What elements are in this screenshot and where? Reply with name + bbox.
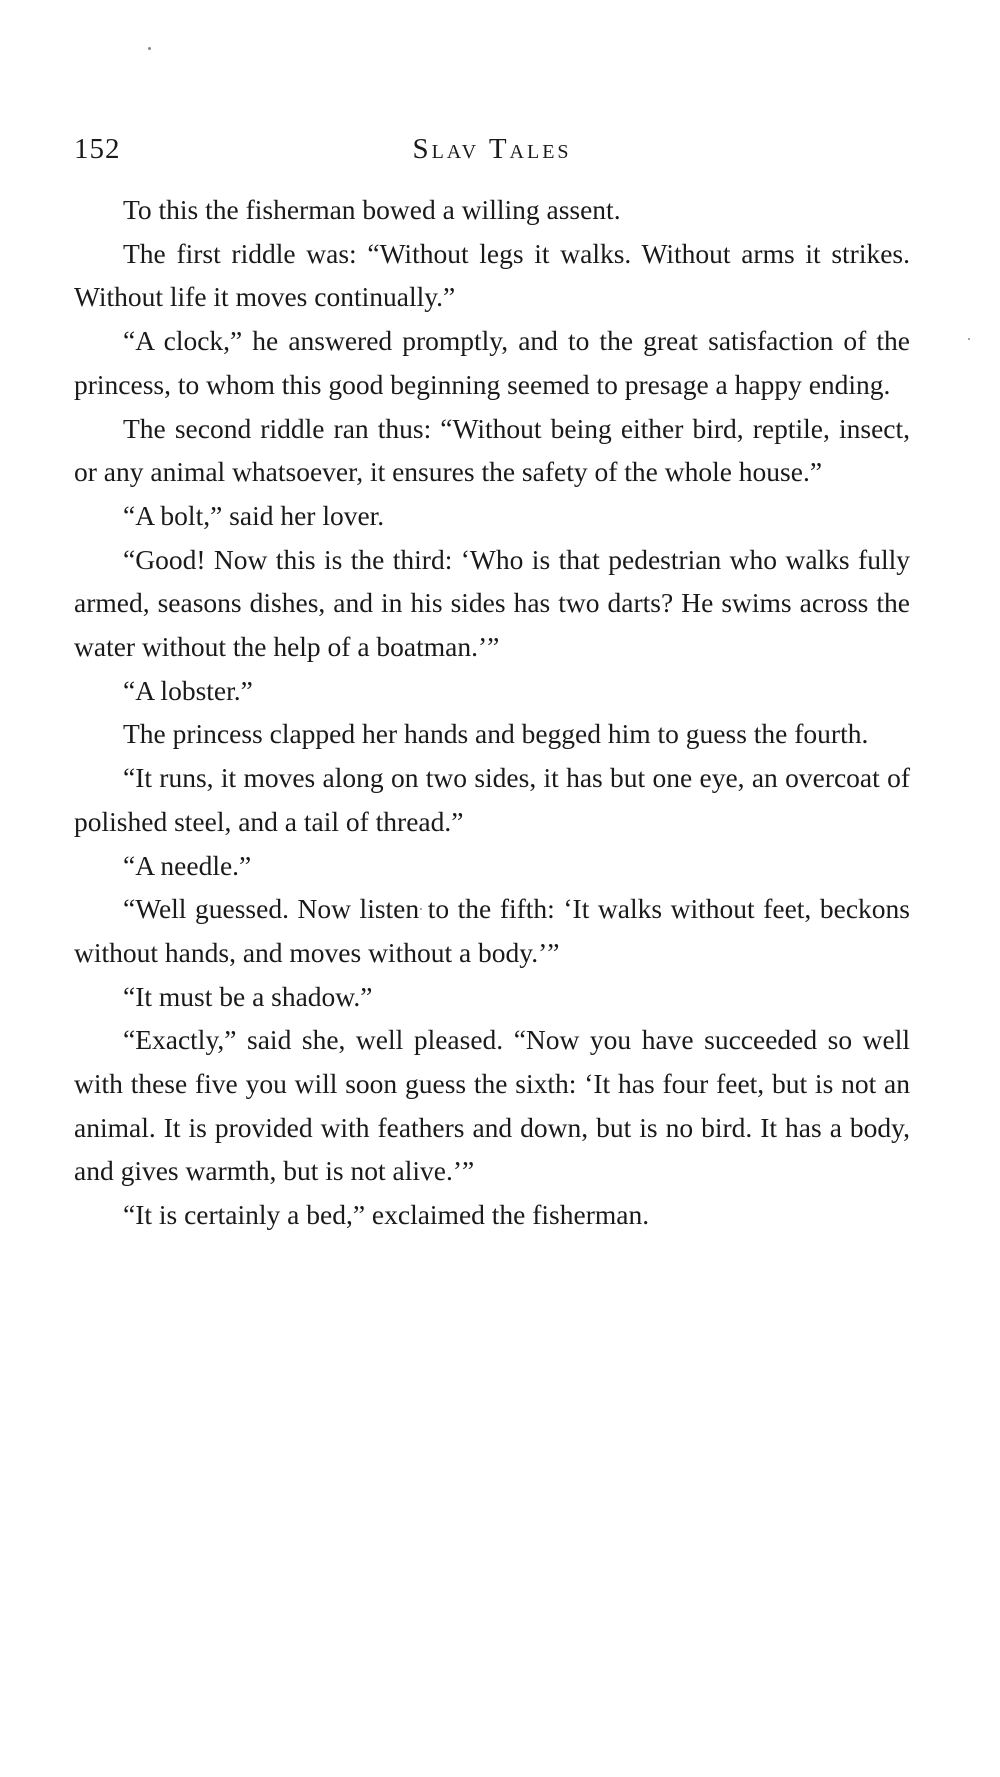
paragraph: “A lobster.” [123, 674, 253, 706]
paragraph: “A bolt,” said her lover. [123, 499, 385, 531]
paragraph: The first riddle was: “Without legs it walks. Without arms it strikes. Without life it moves continually.” [74, 237, 910, 313]
paragraph: The second riddle ran thus: “Without being either bird, reptile, insect, or any animal whatsoever, it ensures the safety of the whole house.” [74, 412, 910, 488]
paragraph: “Good! Now this is the third: ‘Who is that pedestrian who walks fully armed, seasons dishes, and in his sides has two darts? He swims across the water without the help of a boatman.’” [74, 543, 910, 663]
page-body [74, 188, 910, 1237]
paragraph: “It must be a shadow.” [123, 980, 373, 1012]
print-speck [968, 338, 970, 340]
paragraph: “It is certainly a bed,” exclaimed the fisherman. [123, 1199, 650, 1231]
print-speck [148, 47, 151, 50]
paragraph: “A clock,” he answered promptly, and to the great satisfaction of the princess, to whom this good beginning seemed to presage a happy ending. [74, 325, 910, 400]
paragraph: To this the fisherman bowed a willing assent. [123, 194, 621, 225]
page-number: 152 [74, 133, 121, 165]
paragraph: The princess clapped her hands and begged him to guess the fourth. [123, 718, 869, 750]
paragraph: “Well guessed. Now listen to the fifth: ‘It walks without feet, beckons without hands, and moves without a body.’” [74, 893, 910, 968]
paragraph: “Exactly,” said she, well pleased. “Now you have succeeded so well with these five you will soon guess the sixth: ‘It has four feet, but is not an animal. It is provided with feathers and down, but is no bird. It has a body, and gives warmth, but is not alive.’” [74, 1024, 910, 1187]
paragraph: “A needle.” [123, 849, 252, 881]
running-title: Slav Tales [412, 133, 572, 165]
paragraph: “It runs, it moves along on two sides, it has but one eye, an overcoat of polished steel, and a tail of thread.” [74, 762, 910, 837]
page-header [74, 133, 910, 177]
